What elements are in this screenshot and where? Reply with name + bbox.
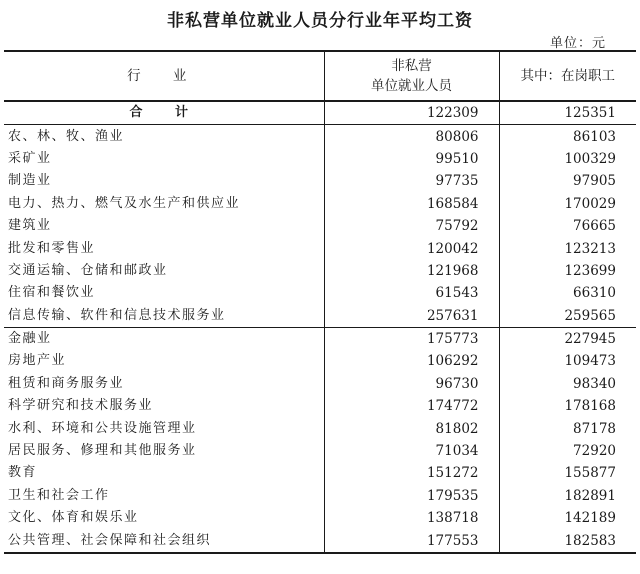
on-post-wage-cell: 182891 [499,485,636,507]
non-private-wage-cell: 168584 [324,193,499,215]
non-private-wage-cell: 80806 [324,125,499,148]
on-post-wage-cell: 87178 [499,417,636,439]
table-row [4,350,636,372]
industry-cell: 农、林、牧、渔业 [8,128,125,144]
table-row [4,327,636,350]
on-post-wage-cell: 178168 [499,395,636,417]
non-private-wage-cell: 175773 [324,327,499,350]
non-private-wage-cell: 121968 [324,260,499,282]
table-row [4,282,636,304]
industry-cell: 金融业 [8,331,52,347]
on-post-wage-cell: 86103 [499,125,636,148]
non-private-wage-cell: 177553 [324,529,499,552]
page-title: 非私营单位就业人员分行业年平均工资 [167,11,473,31]
industry-cell: 交通运输、仓储和邮政业 [8,262,168,278]
industry-cell: 公共管理、社会保障和社会组织 [4,529,324,552]
on-post-wage-cell: 100329 [499,148,636,170]
non-private-wage-cell: 120042 [324,237,499,259]
industry-cell: 信息传输、软件和信息技术服务业 [4,305,324,328]
on-post-wage-cell: 182583 [499,529,636,552]
on-post-wage-cell: 123699 [499,260,636,282]
header-non-private [324,51,499,101]
non-private-wage-cell: 61543 [324,282,499,304]
non-private-wage-cell: 257631 [324,305,499,328]
table-header [4,51,636,101]
non-private-wage-cell: 99510 [324,148,499,170]
industry-cell: 制造业 [8,173,52,189]
on-post-wage-cell: 76665 [499,215,636,237]
on-post-wage-cell: 98340 [499,373,636,395]
table-row-total [4,101,636,125]
industry-cell: 租赁和商务服务业 [8,375,125,391]
non-private-wage-cell: 122309 [324,101,499,125]
header-non-private-line2: 单位就业人员 [371,78,452,94]
on-post-wage-cell: 125351 [499,101,636,125]
table-row [4,417,636,439]
table-row [4,148,636,170]
on-post-wage-cell: 142189 [499,507,636,529]
industry-cell: 卫生和社会工作 [8,487,110,503]
on-post-wage-cell: 123213 [499,237,636,259]
on-post-wage-cell: 72920 [499,440,636,462]
table-row [4,395,636,417]
industry-cell: 住宿和餐饮业 [8,285,96,301]
industry-cell: 居民服务、修理和其他服务业 [8,443,197,459]
non-private-wage-cell: 81802 [324,417,499,439]
on-post-wage-cell: 227945 [499,327,636,350]
on-post-wage-cell: 170029 [499,193,636,215]
non-private-wage-cell: 75792 [324,215,499,237]
table-row [4,373,636,395]
table-row [4,462,636,484]
table-row [4,215,636,237]
table-body [4,101,636,553]
industry-cell: 科学研究和技术服务业 [8,398,154,414]
table-row [4,125,636,148]
table-row [4,193,636,215]
table-row [4,507,636,529]
on-post-wage-cell: 66310 [499,282,636,304]
header-on-post: 其中：在岗职工 [499,51,636,101]
table-row [4,170,636,192]
on-post-wage-cell: 109473 [499,350,636,372]
table-row [4,305,636,328]
table-row [4,260,636,282]
non-private-wage-cell: 97735 [324,170,499,192]
header-industry: 行 业 [4,51,324,101]
non-private-wage-cell: 179535 [324,485,499,507]
table-row [4,440,636,462]
table-row [4,237,636,259]
non-private-wage-cell: 174772 [324,395,499,417]
industry-cell: 教育 [8,465,38,481]
industry-cell: 建筑业 [8,218,52,234]
on-post-wage-cell: 97905 [499,170,636,192]
on-post-wage-cell: 155877 [499,462,636,484]
non-private-wage-cell: 96730 [324,373,499,395]
industry-cell: 电力、热力、燃气及水生产和供应业 [8,195,241,211]
non-private-wage-cell: 106292 [324,350,499,372]
table-row [4,485,636,507]
industry-cell: 批发和零售业 [8,240,96,256]
table-row [4,529,636,552]
industry-cell: 水利、环境和公共设施管理业 [8,420,197,436]
header-non-private-line1: 非私营 [391,58,432,74]
non-private-wage-cell: 71034 [324,440,499,462]
industry-cell: 采矿业 [8,150,52,166]
non-private-wage-cell: 151272 [324,462,499,484]
unit-label: 单位：元 [549,36,606,51]
industry-cell: 合 计 [4,101,324,125]
industry-cell: 房地产业 [8,353,67,369]
wage-table [4,50,636,554]
industry-cell: 文化、体育和娱乐业 [8,510,139,526]
on-post-wage-cell: 259565 [499,305,636,328]
non-private-wage-cell: 138718 [324,507,499,529]
